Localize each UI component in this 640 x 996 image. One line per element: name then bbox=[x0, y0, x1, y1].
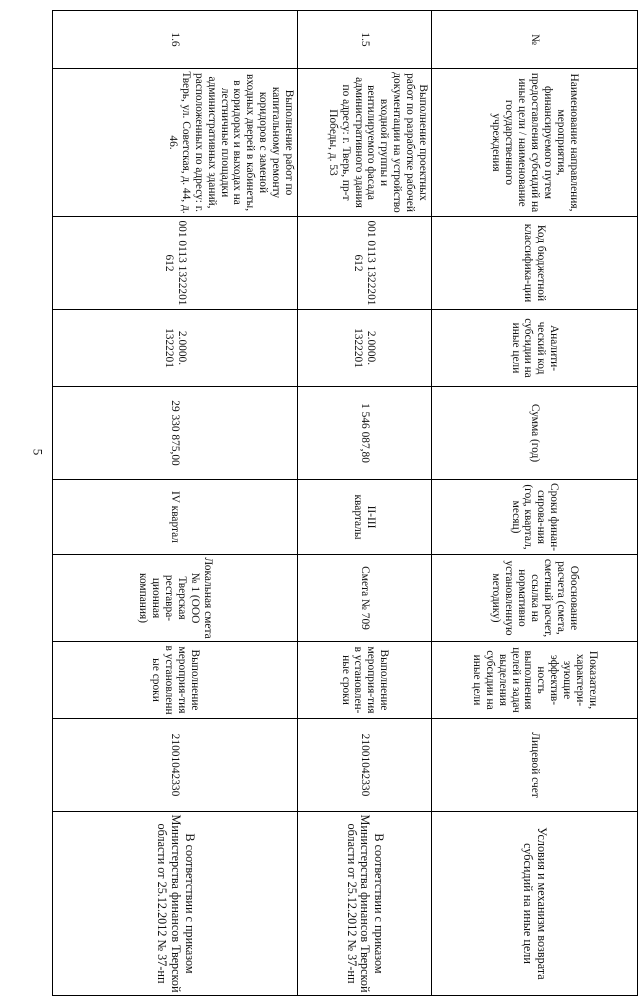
header-conditions: Условия и механизм возврата субсидий на иные цели bbox=[432, 812, 638, 996]
row-basis: Смета № 709 bbox=[298, 555, 432, 642]
header-analytic: Аналити-ческий код субсидии на иные цели bbox=[432, 310, 638, 387]
header-basis: Обоснование расчета (смета, сметный расчет, ссылка на нормативно установленную методику) bbox=[432, 555, 638, 642]
row-terms: IV квартал bbox=[53, 480, 298, 555]
row-basis: Локальная смета № 1 (ООО Тверская реставра-ционная компания) bbox=[53, 555, 298, 642]
row-name: Выполнение проектных работ по разработке рабочей документации на устройство входной группы и вентилируемого фасада административного здания по адресу: г. Тверь, пр-т Победы, д. 53 bbox=[298, 69, 432, 217]
header-sum: Сумма (год) bbox=[432, 387, 638, 480]
header-name: Наименование направления, мероприятия, финансируемого путем предоставления субсидий на иные цели / наименование государственного учреждения bbox=[432, 69, 638, 217]
row-analytic: 2.0000. 1322201 bbox=[53, 310, 298, 387]
header-bk: Код бюджетной классифика-ции bbox=[432, 217, 638, 310]
row-account: 21001042330 bbox=[298, 719, 432, 812]
row-terms: II-III кварталы bbox=[298, 480, 432, 555]
row-bk: 001 0113 1322201 612 bbox=[298, 217, 432, 310]
header-indicators: Показатели, характери-зующие эффектив-ность выполнения целей и задач выделения субсидии на иные цели bbox=[432, 642, 638, 719]
header-num: № bbox=[432, 11, 638, 69]
row-analytic: 2.0000. 1322201 bbox=[298, 310, 432, 387]
header-terms: Сроки финан-сирова-ния (год, квартал, месяц) bbox=[432, 480, 638, 555]
row-sum: 29 330 875,00 bbox=[53, 387, 298, 480]
page-number: 5 bbox=[30, 448, 46, 456]
row-name: Выполнение работ по капитальному ремонту коридоров с заменой входных дверей в кабинеты, в коридорах и выходах на лестничные площадки административных зданий, расположенных по адресу: г. Тверь, ул. Советская, д. 44, д. 46. bbox=[53, 69, 298, 217]
table-row bbox=[298, 11, 432, 996]
subsidy-table-rotated bbox=[53, 10, 638, 993]
row-indicators: Выполнение мероприя-тия в установлен-ные сроки bbox=[298, 642, 432, 719]
row-account: 21001042330 bbox=[53, 719, 298, 812]
row-sum: 1 546 087,80 bbox=[298, 387, 432, 480]
subsidy-table bbox=[52, 10, 638, 996]
header-row bbox=[432, 11, 638, 996]
row-conditions: В соответствии с приказом Министерства финансов Тверской области от 25.12.2012 № 37-нп bbox=[298, 812, 432, 996]
row-bk: 001 0113 1322201 612 bbox=[53, 217, 298, 310]
row-conditions: В соответствии с приказом Министерства финансов Тверской области от 25.12.2012 № 37-нп bbox=[53, 812, 298, 996]
table-row bbox=[53, 11, 298, 996]
row-indicators: Выполнение мероприя-тия в установленн ые сроки bbox=[53, 642, 298, 719]
header-account: Лицевой счет bbox=[432, 719, 638, 812]
row-num: 1.6 bbox=[53, 11, 298, 69]
row-num: 1.5 bbox=[298, 11, 432, 69]
